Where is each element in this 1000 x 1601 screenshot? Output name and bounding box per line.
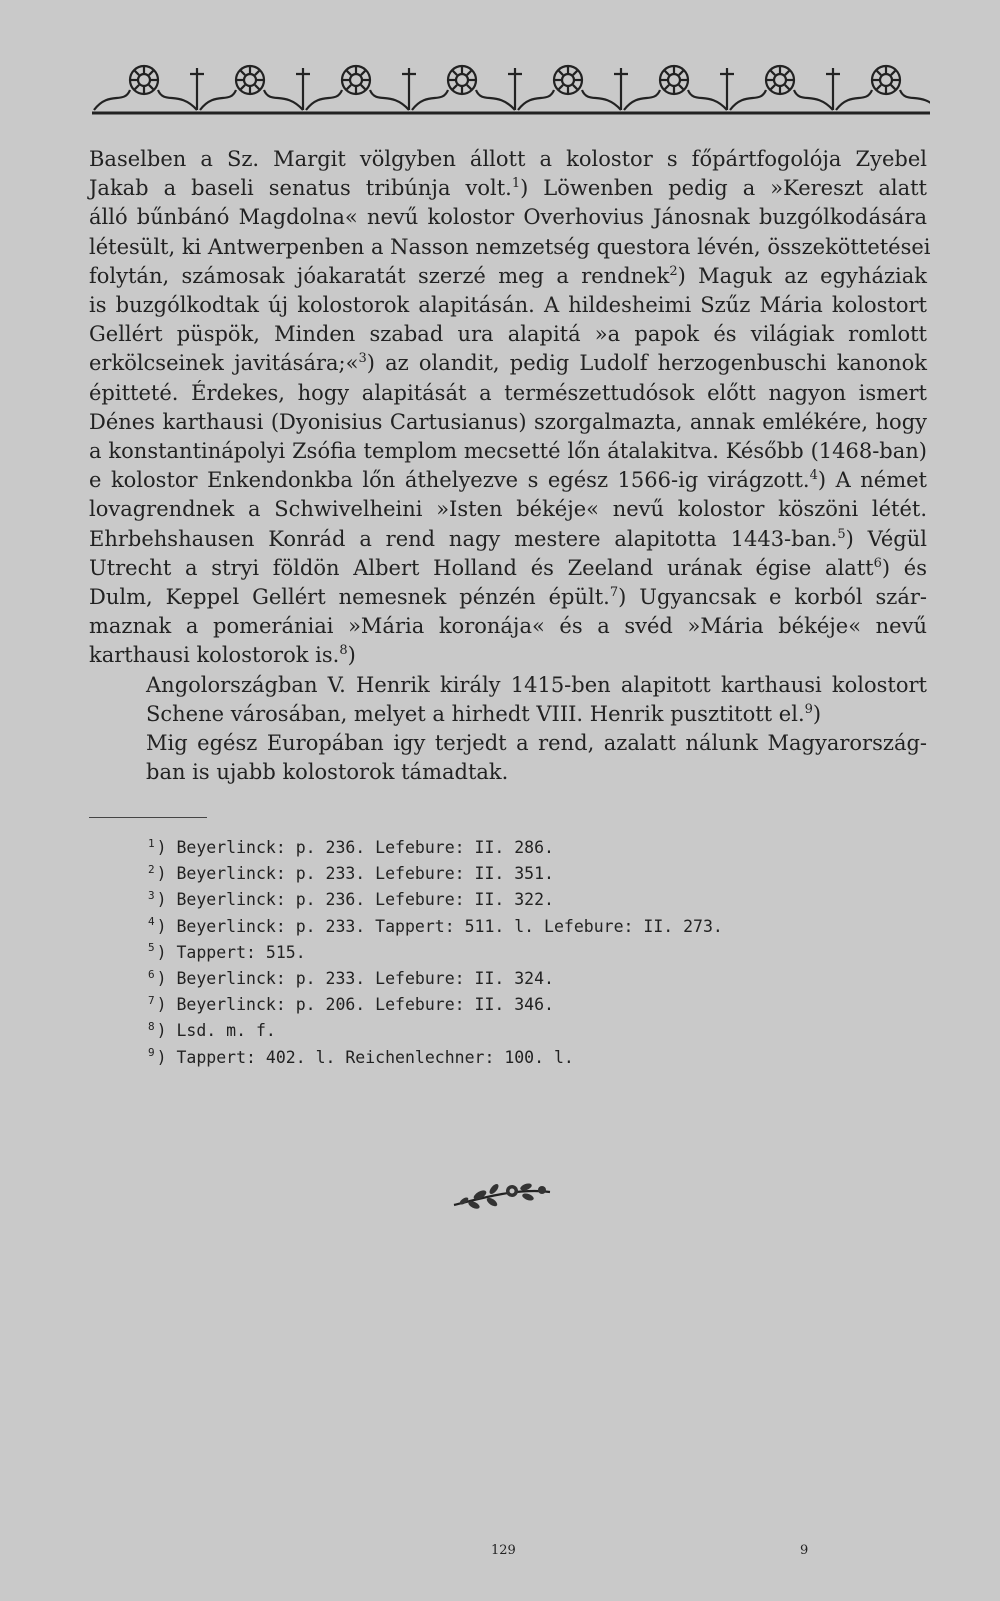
footnote-paren: ) [156, 1047, 177, 1067]
text-segment: Dénes karthausi (Dyonisius Cartusianus) szorgalmazta, annak emlékére, hogy [89, 409, 927, 434]
footnote-text: Beyerlinck: p. 236. Lefebure: II. 322. [176, 890, 554, 910]
footnote-paren: ) [156, 969, 177, 989]
text-line [89, 291, 927, 320]
text-segment: A német [826, 468, 927, 493]
footnote-paren: ) [156, 838, 177, 857]
footnote-separator [89, 817, 207, 818]
footnote-text: Beyerlinck: p. 233. Lefebure: II. 351. [176, 864, 554, 884]
footnote-paren: ) [618, 585, 627, 610]
text-line [89, 525, 927, 554]
text-segment: létesült, ki Antwerpenben a Nasson nemzetség questora lévén, összeköttetései [89, 234, 931, 259]
footnote-mark: 5 [148, 941, 155, 955]
text-line [89, 145, 927, 174]
paragraph-2 [89, 671, 927, 729]
text-line [89, 262, 927, 291]
page-number-left: 129 [491, 1543, 516, 1558]
footnote-reference: 8 [339, 643, 348, 659]
footnote-text: Beyerlinck: p. 206. Lefebure: II. 346. [176, 995, 554, 1015]
floral-ornament-band [92, 60, 930, 116]
text-segment: lovagrendnek a Schwivelheini »Isten békéje« nevű kolostor köszöni létét. [89, 497, 927, 522]
text-line [89, 729, 927, 758]
footnote-item [148, 992, 848, 1018]
footnote-item [148, 861, 848, 887]
footnote-reference: 7 [609, 585, 619, 601]
footnote-mark: 9 [148, 1046, 155, 1060]
footnote-mark: 1 [148, 836, 155, 850]
footnote-text: Tappert: 515. [176, 942, 306, 962]
footnote-text: Beyerlinck: p. 233. Lefebure: II. 324. [176, 969, 554, 989]
text-line [89, 700, 927, 729]
footnotes [148, 835, 848, 1071]
text-segment: e kolostor Enkendonkba lőn áthelyezve s egész 1566-ig virágzott. [89, 468, 810, 493]
text-line [89, 612, 927, 641]
footnote-item [148, 1045, 848, 1071]
footnote-mark: 7 [148, 993, 155, 1007]
text-line [89, 554, 927, 583]
text-line [89, 466, 927, 495]
text-segment: Löwenben pedig a »Kereszt alatt [528, 176, 927, 201]
text-line [89, 641, 927, 670]
text-line [89, 349, 927, 378]
text-segment: Angolországban V. Henrik király 1415-ben alapitott karthausi kolostort [146, 672, 927, 697]
footnote-reference: 6 [873, 555, 882, 571]
footnote-paren: ) [845, 526, 854, 551]
footnote-paren: ) [156, 1021, 177, 1041]
floral-flourish-icon [450, 1175, 555, 1213]
footnote-reference: 9 [804, 701, 813, 717]
text-line [89, 758, 927, 787]
footnote-text: Tappert: 402. l. Reichenlechner: 100. l. [176, 1047, 574, 1067]
footnote-mark: 8 [148, 1019, 155, 1033]
text-line [89, 671, 927, 700]
text-segment: Schene városában, melyet a hirhedt VIII. Henrik pusztitott el. [146, 701, 805, 726]
text-segment: ban is ujabb kolostorok támadtak. [146, 760, 509, 785]
footnote-reference: 3 [358, 351, 367, 367]
footnote-item [148, 940, 848, 966]
text-segment: és [890, 555, 927, 580]
footnote-paren: ) [366, 351, 375, 376]
footnote-reference: 4 [809, 468, 818, 484]
text-line [89, 408, 927, 437]
footnote-mark: 2 [148, 862, 155, 876]
text-segment: maznak a pomerániai »Mária koronája« és a svéd »Mária békéje« nevű [89, 614, 927, 639]
text-segment: álló bűnbánó Magdolna« nevű kolostor Overhovius Jánosnak buzgólkodására [89, 205, 927, 230]
footnote-text: Beyerlinck: p. 233. Tappert: 511. l. Lefebure: II. 273. [176, 916, 723, 936]
main-text [89, 145, 931, 787]
text-line [89, 203, 927, 232]
text-segment: erkölcseinek javitására;« [89, 351, 359, 376]
text-segment: a konstantinápolyi Zsófia templom mecsetté lőn átalakitva. Később (1468-ban) [89, 439, 927, 464]
footnote-mark: 6 [148, 967, 155, 981]
text-segment: Utrecht a stryi földön Albert Holland és Zeeland urának égise alatt [89, 555, 874, 580]
paragraph-3 [89, 729, 927, 787]
footnote-paren: ) [156, 995, 177, 1015]
text-segment: Mig egész Europában igy terjedt a rend, azalatt nálunk Magyarország- [146, 731, 927, 756]
text-segment: Végül [853, 526, 927, 551]
footnote-item [148, 887, 848, 913]
footnote-paren: ) [156, 916, 177, 936]
text-segment: Maguk az egyháziak [685, 263, 927, 288]
footnote-reference: 2 [669, 263, 678, 279]
text-line [89, 495, 927, 524]
footnote-mark: 4 [148, 915, 155, 929]
footnote-item [148, 914, 848, 940]
footnote-text: Lsd. m. f. [176, 1021, 276, 1041]
text-segment: Ehrbehshausen Konrád a rend nagy mestere alapitotta 1443-ban. [89, 526, 838, 551]
text-segment: karthausi kolostorok is. [89, 643, 340, 668]
footnote-paren: ) [156, 942, 177, 962]
footnote-text: Beyerlinck: p. 236. Lefebure: II. 286. [176, 838, 554, 857]
text-segment: Baselben a Sz. Margit völgyben állott a kolostor s főpártfogolója Zyebel [89, 147, 927, 171]
text-line [89, 583, 927, 612]
footnote-paren: ) [520, 176, 529, 201]
footnote-mark: 3 [148, 888, 155, 902]
text-segment: épitteté. Érdekes, hogy alapitását a természettudósok előtt nagyon ismert [89, 380, 927, 405]
footnote-reference: 1 [511, 176, 521, 192]
footnote-paren: ) [677, 263, 686, 288]
footnote-item [148, 966, 848, 992]
footnote-paren: ) [817, 468, 827, 493]
text-segment: folytán, számosak jóakaratát szerzé meg a rendnek [89, 263, 670, 288]
floral-ornament-icon [92, 60, 930, 116]
footnote-paren: ) [881, 555, 891, 580]
text-line [89, 174, 927, 203]
page-number-right: 9 [800, 1543, 809, 1558]
text-line [89, 437, 927, 466]
footnote-paren: ) [156, 890, 177, 910]
paragraph-1 [89, 145, 931, 671]
text-segment: is buzgólkodtak új kolostorok alapitásán. A hildesheimi Szűz Mária kolostort [89, 293, 927, 318]
footnote-paren: ) [347, 643, 356, 668]
text-line [89, 320, 927, 349]
footnote-item [148, 835, 848, 861]
text-segment: az olandit, pedig Ludolf herzogenbuschi kanonok [374, 351, 927, 376]
text-segment: Jakab a baseli senatus tribúnja volt. [89, 176, 512, 201]
text-segment: Ugyancsak e korból szár- [626, 585, 927, 610]
text-line [89, 233, 931, 262]
footnote-paren: ) [156, 864, 177, 884]
footnote-item [148, 1018, 848, 1044]
footnote-paren: ) [812, 701, 822, 726]
text-line [89, 379, 927, 408]
footnote-reference: 5 [837, 526, 846, 542]
text-segment: Gellért püspök, Minden szabad ura alapitá »a papok és világiak romlott [89, 322, 927, 347]
text-segment: Dulm, Keppel Gellért nemesnek pénzén épült. [89, 585, 610, 610]
